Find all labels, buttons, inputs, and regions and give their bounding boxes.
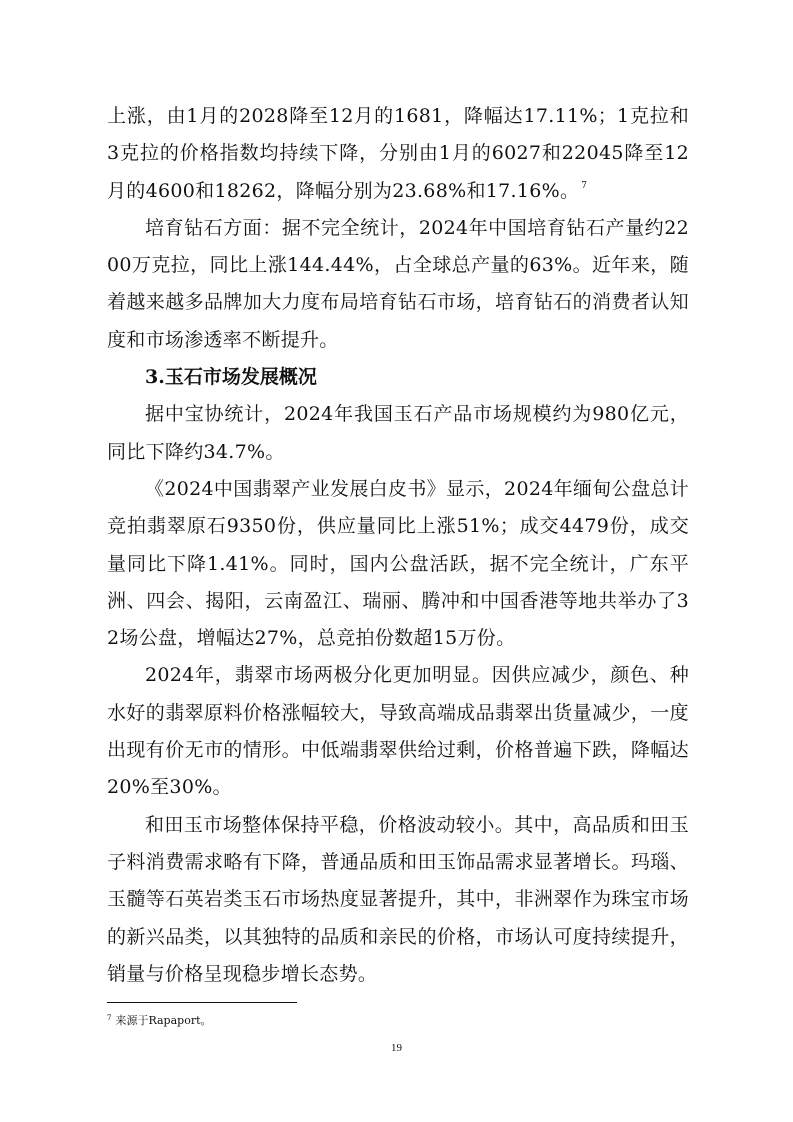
page-number: 19 [391,1042,402,1054]
paragraph-jadeite-polarization: 2024年，翡翠市场两极分化更加明显。因供应减少，颜色、种水好的翡翠原料价格涨幅较大，导致高端成品翡翠出货量减少，一度出现有价无市的情形。中低端翡翠供给过剩，价格普遍下跌，降幅达20%至30%。 [107,664,689,799]
paragraph-text: 上涨，由1月的2028降至12月的1681，降幅达17.11%；1克拉和3克拉的价格指数均持续下降，分别由1月的6027和22045降至12月的4600和18262，降幅分别为23.68%和17.16%。 [107,105,689,202]
footnote [107,1013,212,1029]
paragraph-lab-grown-diamond: 培育钻石方面：据不完全统计，2024年中国培育钻石产量约2200万克拉，同比上涨144.44%，占全球总产量的63%。近年来，随着越来越多品牌加大力度布局培育钻石市场，培育钻石的消费者认知度和市场渗透率不断提升。 [107,216,689,351]
footnote-divider [107,1002,297,1003]
footnote-marker: 7 [107,1014,112,1022]
section-heading-jade-market: 3.玉石市场发展概况 [145,366,317,389]
footnote-reference: 7 [581,180,588,191]
footnote-text: 来源于Rapaport。 [115,1014,212,1027]
body-text [107,98,689,993]
paragraph-hetian-jade: 和田玉市场整体保持平稳，价格波动较小。其中，高品质和田玉子料消费需求略有下降，普通品质和田玉饰品需求显著增长。玛瑙、玉髓等石英岩类玉石市场热度显著提升，其中，非洲翠作为珠宝市场的新兴品类，以其独特的品质和亲民的价格，市场认可度持续提升，销量与价格呈现稳步增长态势。 [107,813,689,985]
paragraph-jadeite-auction: 《2024中国翡翠产业发展白皮书》显示，2024年缅甸公盘总计竞拍翡翠原石9350份，供应量同比上涨51%；成交4479份，成交量同比下降1.41%。同时，国内公盘活跃，据不完全统计，广东平洲、四会、揭阳，云南盈江、瑞丽、腾冲和中国香港等地共举办了32场公盘，增幅达27%，总竞拍份数超15万份。 [107,477,689,650]
paragraph-diamond-price-index [107,98,689,210]
paragraph-jade-market-size: 据中宝协统计，2024年我国玉石产品市场规模约为980亿元，同比下降约34.7%。 [107,403,689,463]
